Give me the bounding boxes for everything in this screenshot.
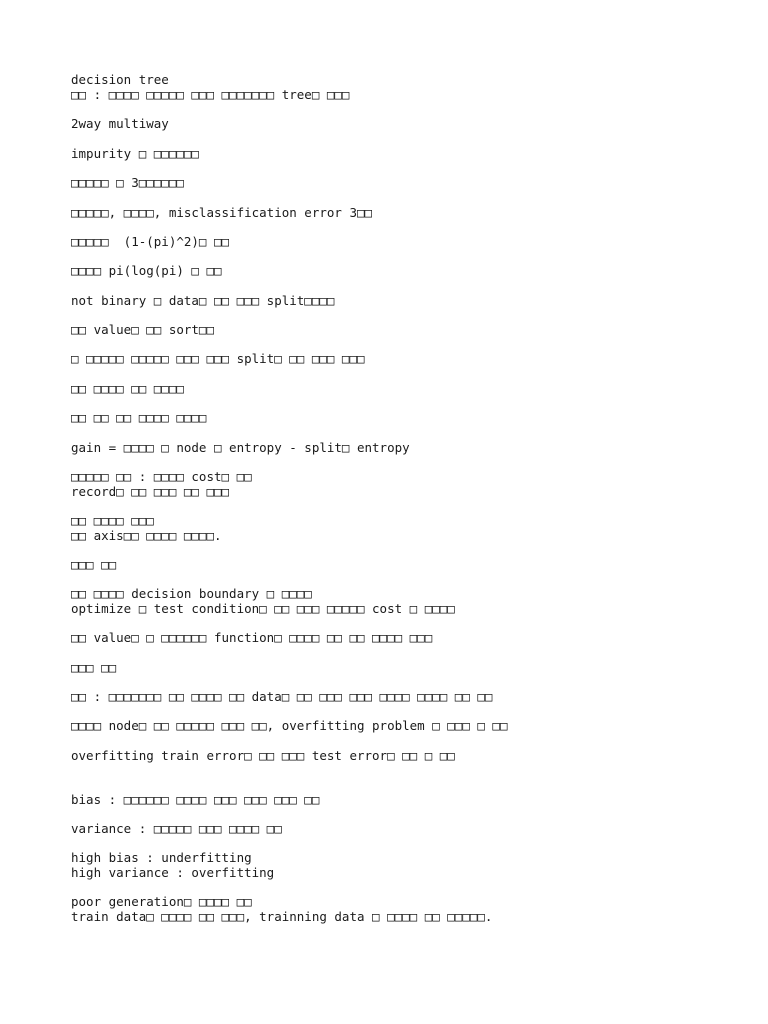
text-line: □□ □□ □□ □□□□ □□□□ <box>71 410 207 425</box>
text-line: overfitting train error□ □□ □□□ test error□ □□ □ □□ <box>71 748 455 763</box>
text-line: not binary □ data□ □□ □□□ split□□□□ <box>71 293 335 308</box>
text-line: high bias : underfitting <box>71 850 252 865</box>
text-line: □□ : □□□□□□□ □□ □□□□ □□ data□ □□ □□□ □□□ □□□□ □□□□ □□ □□ <box>71 689 493 704</box>
text-line: impurity □ □□□□□□ <box>71 146 199 161</box>
text-line: □□□□ pi(log(pi) □ □□ <box>71 263 222 278</box>
text-line: □□□ □□ <box>71 557 117 572</box>
text-line: □□ axis□□ □□□□ □□□□. <box>71 528 222 543</box>
text-line: □□□□□ □ 3□□□□□□ <box>71 175 184 190</box>
text-line: □□ □□□□ decision boundary □ □□□□ <box>71 586 312 601</box>
text-line: □□ □□□□ □□ □□□□ <box>71 381 184 396</box>
text-line: 2way multiway <box>71 116 169 131</box>
text-line: □□ □□□□ □□□ <box>71 513 154 528</box>
text-line: record□ □□ □□□ □□ □□□ <box>71 484 230 499</box>
text-line: □□□□□, □□□□, misclassification error 3□□ <box>71 205 373 220</box>
text-line: gain = □□□□ □ node □ entropy - split□ entropy <box>71 440 410 455</box>
text-line: optimize □ test condition□ □□ □□□ □□□□□ cost □ □□□□ <box>71 601 455 616</box>
text-line: □ □□□□□ □□□□□ □□□ □□□ split□ □□ □□□ □□□ <box>71 351 365 366</box>
text-line: high variance : overfitting <box>71 865 275 880</box>
text-line: variance : □□□□□ □□□ □□□□ □□ <box>71 821 282 836</box>
text-line: train data□ □□□□ □□ □□□, trainning data □ □□□□ □□ □□□□□. <box>71 909 493 924</box>
text-line: decision tree <box>71 72 169 87</box>
text-line: □□ value□ □□ sort□□ <box>71 322 214 337</box>
text-line: □□□□ node□ □□ □□□□□ □□□ □□, overfitting problem □ □□□ □ □□ <box>71 718 508 733</box>
text-line: □□□□□ (1-(pi)^2)□ □□ <box>71 234 230 249</box>
text-line: □□ value□ □ □□□□□□ function□ □□□□ □□ □□ □□□□ □□□ <box>71 630 433 645</box>
text-line: □□ : □□□□ □□□□□ □□□ □□□□□□□ tree□ □□□ <box>71 87 350 102</box>
text-line: □□□□□ □□ : □□□□ cost□ □□ <box>71 469 252 484</box>
text-line: bias : □□□□□□ □□□□ □□□ □□□ □□□ □□ <box>71 792 320 807</box>
text-line: poor generation□ □□□□ □□ <box>71 894 252 909</box>
text-line: □□□ □□ <box>71 660 117 675</box>
